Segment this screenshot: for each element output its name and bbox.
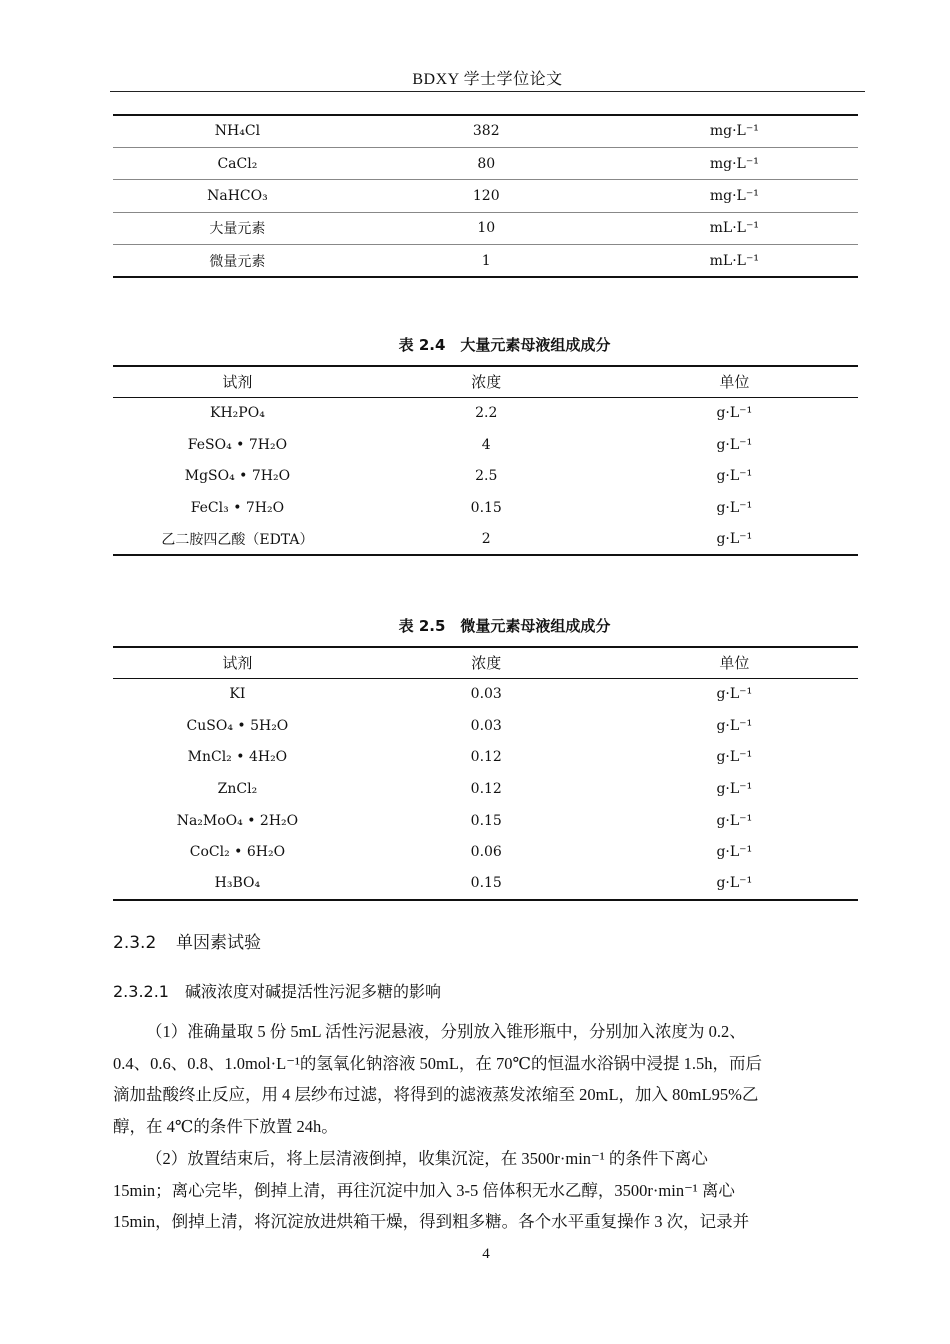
unit-cell: g·L⁻¹ [716, 812, 753, 829]
concentration-cell: 10 [362, 212, 611, 244]
table-row [113, 180, 858, 212]
paragraph-line: （2）放置结束后，将上层清液倒掉，收集沉淀，在 3500r·min⁻¹ 的条件下离心 [146, 1149, 708, 1168]
paragraph-step-2 [113, 1143, 859, 1238]
reagent-cell: NaHCO₃ [113, 180, 362, 212]
unit-cell: g·L⁻¹ [716, 405, 753, 422]
unit-cell: mg·L⁻¹ [611, 147, 858, 179]
concentration-cell: 0.15 [470, 499, 502, 516]
unit-cell: g·L⁻¹ [716, 436, 753, 453]
table-2-5-caption: 表 2.5 微量元素母液组成成分 [398, 617, 611, 635]
reagent-cell: 大量元素 [113, 212, 362, 244]
concentration-cell: 2 [481, 531, 491, 548]
reagent-cell: CaCl₂ [113, 147, 362, 179]
header-concentration: 浓度 [362, 647, 611, 678]
concentration-cell: 4 [481, 436, 491, 453]
table-row [113, 115, 858, 147]
table-row [113, 245, 858, 277]
reagent-cell: FeCl₃ • 7H₂O [190, 499, 285, 516]
header-reagent: 试剂 [113, 366, 362, 397]
concentration-cell: 0.15 [470, 812, 502, 829]
table-2-4-caption: 表 2.4 大量元素母液组成成分 [398, 336, 611, 354]
reagent-cell: MnCl₂ • 4H₂O [187, 749, 288, 766]
concentration-cell: 2.5 [475, 468, 498, 485]
section-title: 碱液浓度对碱提活性污泥多糖的影响 [185, 982, 442, 1001]
concentration-cell: 0.06 [470, 844, 502, 861]
unit-cell: g·L⁻¹ [716, 875, 753, 892]
paragraph-line: 滴加盐酸终止反应，用 4 层纱布过滤，将得到的滤液蒸发浓缩至 20mL，加入 80mL95%乙 [113, 1085, 759, 1104]
reagent-cell: KH₂PO₄ [210, 405, 265, 422]
table-row [113, 710, 858, 742]
unit-cell: g·L⁻¹ [716, 717, 753, 734]
table-header-row [113, 647, 858, 678]
header-unit: 单位 [611, 366, 858, 397]
reagent-cell: 乙二胺四乙酸（EDTA） [161, 532, 314, 549]
header-rule [110, 91, 865, 92]
unit-cell: mg·L⁻¹ [709, 123, 759, 140]
reagent-cell: FeSO₄ • 7H₂O [187, 436, 288, 453]
concentration-cell: 0.03 [470, 686, 502, 703]
reagent-cell: ZnCl₂ [217, 780, 258, 797]
header-concentration: 浓度 [362, 366, 611, 397]
table-row [113, 524, 858, 556]
concentration-cell: 0.12 [470, 780, 502, 797]
table-row [113, 429, 858, 461]
unit-cell: mg·L⁻¹ [611, 180, 858, 212]
unit-cell: g·L⁻¹ [716, 531, 753, 548]
table-header-row [113, 366, 858, 397]
reagent-cell: Na₂MoO₄ • 2H₂O [176, 812, 299, 829]
unit-cell: g·L⁻¹ [716, 780, 753, 797]
trace-element-table [113, 646, 858, 901]
reagent-cell: CoCl₂ • 6H₂O [189, 844, 286, 861]
macro-element-table [113, 365, 858, 556]
unit-cell: g·L⁻¹ [716, 686, 753, 703]
table-row [113, 212, 858, 244]
paragraph-line: 15min，倒掉上清，将沉淀放进烘箱干燥，得到粗多糖。各个水平重复操作 3 次，记录并 [113, 1212, 750, 1231]
section-number: 2.3.2.1 [113, 982, 169, 1001]
concentration-cell: 0.12 [470, 749, 502, 766]
table-row [113, 678, 858, 710]
concentration-cell: 80 [362, 147, 611, 179]
paragraph-line: 0.4、0.6、0.8、1.0mol·L⁻¹的氢氧化钠溶液 50mL，在 70℃的恒温水浴锅中浸提 1.5h，而后 [113, 1053, 763, 1073]
section-number: 2.3.2 [113, 933, 157, 953]
table-row [113, 868, 858, 900]
concentration-cell: 0.03 [470, 717, 502, 734]
reagent-cell: NH₄Cl [214, 123, 261, 140]
table-row [113, 773, 858, 805]
section-heading-2-3-2-1 [113, 979, 441, 1002]
section-title: 单因素试验 [176, 933, 261, 953]
unit-cell: g·L⁻¹ [716, 844, 753, 861]
header-reagent: 试剂 [113, 647, 362, 678]
concentration-cell: 120 [362, 180, 611, 212]
section-heading-2-3-2 [113, 928, 261, 953]
unit-cell: g·L⁻¹ [716, 749, 753, 766]
table-row [113, 492, 858, 524]
header-unit: 单位 [611, 647, 858, 678]
paragraph-line: 醇，在 4℃的条件下放置 24h。 [113, 1116, 338, 1136]
concentration-cell: 1 [362, 245, 611, 277]
unit-cell: mL·L⁻¹ [611, 212, 858, 244]
table-row [113, 836, 858, 868]
page-number: 4 [482, 1246, 490, 1262]
page-header: BDXY 学士学位论文 [412, 71, 563, 88]
table-row [113, 460, 858, 492]
concentration-cell: 0.15 [470, 875, 502, 892]
reagent-cell: CuSO₄ • 5H₂O [186, 717, 289, 734]
unit-cell: g·L⁻¹ [716, 499, 753, 516]
concentration-cell: 2.2 [475, 405, 498, 422]
unit-cell: g·L⁻¹ [716, 468, 753, 485]
table-row [113, 397, 858, 429]
reagent-cell: H₃BO₄ [214, 875, 261, 892]
table-row [113, 147, 858, 179]
table-row [113, 741, 858, 773]
unit-cell: mL·L⁻¹ [611, 245, 858, 277]
concentration-cell: 382 [472, 123, 500, 140]
paragraph-line: 15min；离心完毕，倒掉上清，再往沉淀中加入 3-5 倍体积无水乙醇，3500r·min⁻¹ 离心 [113, 1180, 735, 1200]
paragraph-line: （1）准确量取 5 份 5mL 活性污泥悬液，分别放入锥形瓶中，分别加入浓度为 0.2、 [146, 1022, 746, 1041]
reagent-cell: 微量元素 [113, 245, 362, 277]
reagent-cell: KI [229, 686, 246, 703]
medium-composition-table [113, 114, 858, 278]
reagent-cell: MgSO₄ • 7H₂O [184, 468, 291, 485]
table-row [113, 805, 858, 837]
paragraph-step-1 [113, 1016, 859, 1142]
